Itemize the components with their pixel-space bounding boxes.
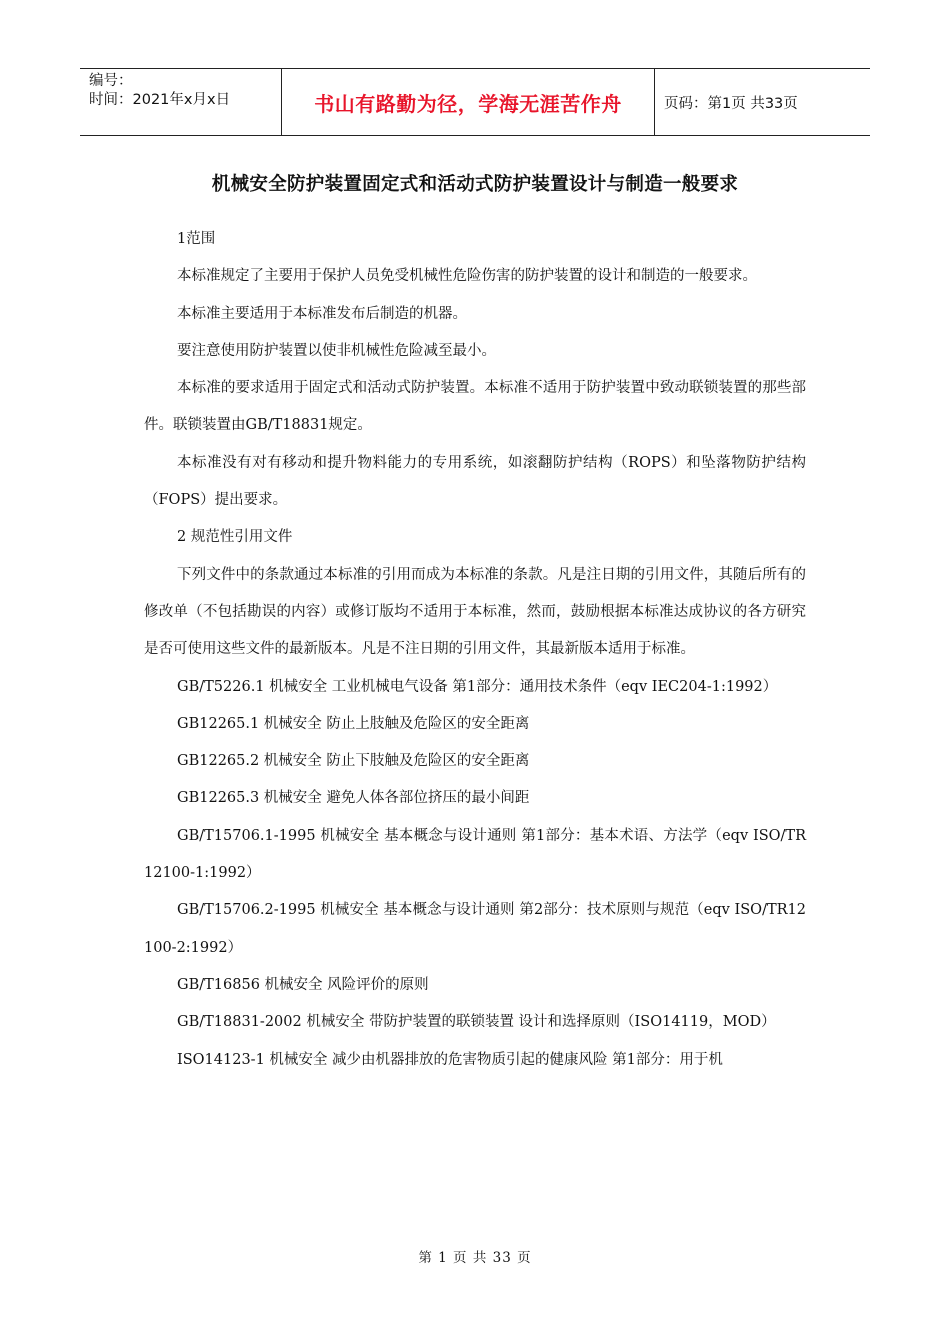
paragraph: 本标准没有对有移动和提升物料能力的专用系统，如滚翻防护结构（ROPS）和坠落物防护结构（FOPS）提出要求。	[144, 454, 806, 509]
document-number-label: 编号：	[89, 73, 133, 89]
reference-item: GB/T16856 机械安全 风险评价的原则	[177, 976, 429, 993]
reference-item: GB/T15706.2-1995 机械安全 基本概念与设计通则 第2部分：技术原则与规范（eqv ISO/TR12100-2:1992）	[144, 902, 806, 956]
paragraph: 本标准主要适用于本标准发布后制造的机器。	[177, 305, 467, 322]
paragraph: 本标准的要求适用于固定式和活动式防护装置。本标准不适用于防护装置中致动联锁装置的那些部件。联锁装置由GB/T18831规定。	[144, 380, 806, 434]
section-heading-scope: 1范围	[177, 231, 216, 247]
section-heading-references: 2 规范性引用文件	[177, 529, 293, 546]
reference-item: GB12265.3 机械安全 避免人体各部位挤压的最小间距	[177, 790, 530, 807]
document-body	[144, 221, 806, 1079]
reference-item: GB/T15706.1-1995 机械安全 基本概念与设计通则 第1部分：基本术语、方法学（eqv ISO/TR12100-1:1992）	[144, 827, 806, 882]
reference-item: GB12265.2 机械安全 防止下肢触及危险区的安全距离	[177, 753, 530, 770]
reference-item: GB12265.1 机械安全 防止上肢触及危险区的安全距离	[177, 715, 530, 732]
paragraph: 本标准规定了主要用于保护人员免受机械性危险伤害的防护装置的设计和制造的一般要求。	[177, 268, 757, 285]
reference-item: GB/T18831-2002 机械安全 带防护装置的联锁装置 设计和选择原则（ISO14119，MOD）	[177, 1014, 776, 1031]
header-motto: 书山有路勤为径，学海无涯苦作舟	[282, 69, 655, 135]
document-date: 时间：2021年x月x日	[89, 92, 231, 108]
document-title: 机械安全防护装置固定式和活动式防护装置设计与制造一般要求	[211, 174, 739, 195]
paragraph: 要注意使用防护装置以使非机械性危险减至最小。	[177, 342, 496, 359]
header-meta	[80, 69, 282, 135]
page-footer: 第 1 页 共 33 页	[418, 1250, 532, 1266]
header-page-info: 页码：第1页 共33页	[664, 95, 798, 112]
paragraph: 下列文件中的条款通过本标准的引用而成为本标准的条款。凡是注日期的引用文件，其随后所有的修改单（不包括勘误的内容）或修订版均不适用于本标准，然而，鼓励根据本标准达成协议的各方研究是否可使用这些文件的最新版本。凡是不注日期的引用文件，其最新版本适用于标准。	[144, 566, 806, 658]
reference-item: GB/T5226.1 机械安全 工业机械电气设备 第1部分：通用技术条件（eqv IEC204-1:1992）	[177, 678, 778, 695]
page-header	[80, 68, 870, 136]
reference-item: ISO14123-1 机械安全 减少由机器排放的危害物质引起的健康风险 第1部分：用于机	[177, 1051, 723, 1068]
